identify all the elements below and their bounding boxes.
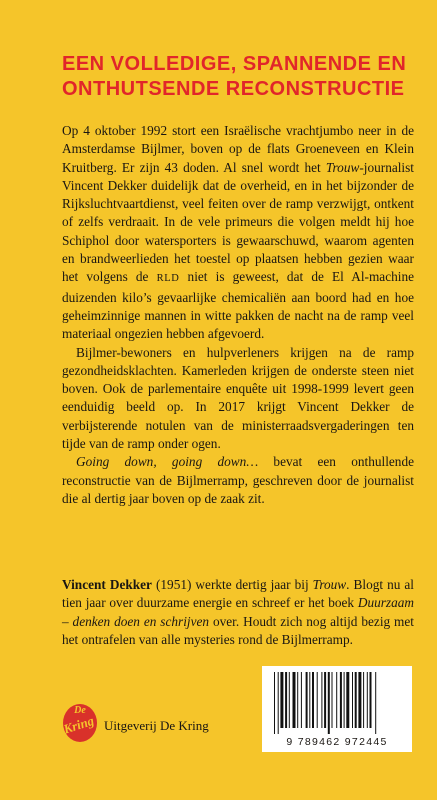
barcode-bar	[280, 672, 283, 728]
barcode-bar	[370, 672, 372, 728]
barcode-bar	[363, 672, 364, 728]
bio-text: (1951) werkte dertig jaar bij	[151, 577, 313, 592]
barcode-bar	[336, 672, 337, 728]
author-bio	[62, 576, 414, 649]
barcode-bar	[297, 672, 298, 728]
barcode-bar	[289, 672, 290, 728]
blurb-text: bevat een onthullende reconstructie van de Bijlmerramp, geschreven door de journalist die al dertig jaar boven op de zaak zit.	[62, 454, 414, 506]
barcode-bar	[332, 672, 333, 728]
barcode-bar	[309, 672, 310, 728]
barcode-bar	[285, 672, 287, 728]
blurb-paragraph-3	[62, 453, 414, 508]
logo-text-main: Kring	[62, 712, 96, 737]
headline-line-2: ONTHUTSENDE RECONSTRUCTIE	[62, 78, 405, 100]
author-bio-paragraph	[62, 576, 414, 649]
barcode-bar	[352, 672, 353, 728]
newspaper-name: Trouw	[325, 159, 360, 175]
barcode-bar	[301, 672, 302, 728]
bio-text: over. Houdt zich nog altijd bezig met het ontrafelen van alle mysteries rond de Bijlmerramp.	[62, 613, 415, 647]
barcode-bar	[367, 672, 368, 728]
barcode-bar	[278, 672, 279, 734]
barcode-bar	[274, 672, 275, 734]
barcode-bar	[312, 672, 314, 728]
barcode-icon	[272, 672, 402, 734]
barcode-bar	[358, 672, 361, 728]
bio-text: . Blogt nu al tien jaar over duurzame energie en schreef er het boek	[62, 577, 414, 611]
isbn-number: 9 789462 972445	[286, 736, 388, 748]
blurb-text: -journalist Vincent Dekker duidelijk dat de overheid, en in het bijzonder de Rijksluchtvaartdienst, veel feiten over de ramp verzwijgt, ontkent of zelfs verdraait. In de vele primeurs die volgen meldt hij hoe Schiphol door watersporters is gewaarschuwd, waarom agenten en brandweerlieden het toestel op plaatsen hebben gezien waar het volgens de	[62, 159, 414, 285]
barcode-bar	[321, 672, 322, 728]
publisher-name: Uitgeverij De Kring	[104, 718, 209, 733]
author-name: Vincent Dekker	[62, 577, 152, 592]
barcode-bar	[375, 672, 376, 734]
publisher-logo-icon	[62, 699, 98, 743]
barcode-bar	[355, 672, 357, 728]
blurb	[62, 122, 414, 508]
rld-abbreviation: RLD	[156, 273, 180, 285]
barcode-bar	[324, 672, 326, 728]
barcode-bar	[293, 672, 296, 728]
barcode-bar	[328, 672, 330, 734]
blurb-text: Op 4 oktober 1992 stort een Israëlische vrachtjumbo neer in de Amsterdamse Bijlmer, boven op de flats Groeneveen en Klein Kruitberg. Er zijn 43 doden. Al snel wordt het	[62, 123, 414, 175]
barcode-bar	[340, 672, 342, 728]
blurb-text: niet is geweest, dat de El Al-machine duizenden kilo’s gevaarlijke chemicaliën aan boord had en hoe geheimzinnige mannen in witte pakken de nacht na de ramp veel materiaal ongezien hebben afgevoerd.	[62, 269, 414, 342]
logo-text-top: De	[74, 705, 86, 716]
book-title: Going down, going down…	[76, 454, 259, 470]
newspaper-name: Trouw	[312, 577, 347, 592]
other-book-title: Duurzaam – denken doen en schrijven	[62, 595, 414, 629]
isbn-barcode	[262, 666, 412, 752]
barcode-bar	[306, 672, 308, 728]
barcode-bar	[346, 672, 349, 728]
blurb-paragraph-2: Bijlmer-bewoners en hulpverleners krijgen na de ramp gezondheidsklachten. Kamerleden krijgen de onderste steen niet boven. Ook de parlementaire enquête uit 1998-1999 levert geen eenduidig beeld op. In 2017 krijgt Vincent Dekker de verbijsterende notulen van de ministerraadsvergaderingen ten tijde van de ramp onder ogen.	[62, 344, 414, 452]
barcode-bar	[344, 672, 345, 728]
barcode-bar	[317, 672, 318, 728]
headline	[62, 52, 422, 102]
blurb-paragraph-1	[62, 122, 414, 344]
headline-line-1: EEN VOLLEDIGE, SPANNENDE EN	[62, 53, 407, 75]
